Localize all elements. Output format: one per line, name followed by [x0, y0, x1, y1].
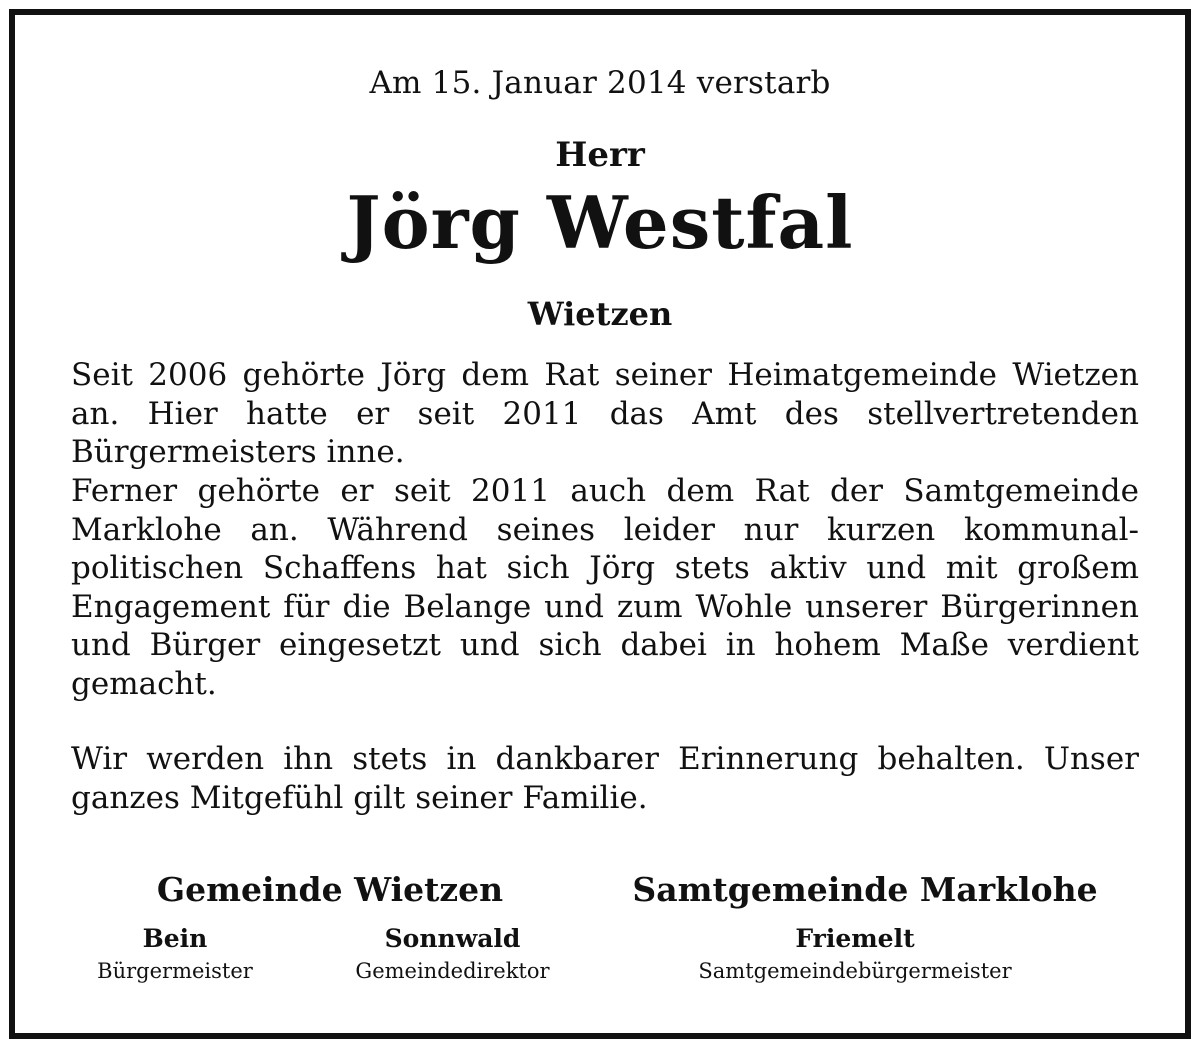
honorific: Herr — [555, 135, 645, 175]
signatory-name: Friemelt — [795, 924, 915, 953]
signature-block — [15, 870, 1185, 1010]
signatory-role: Bürgermeister — [97, 959, 253, 983]
signatory — [320, 922, 585, 986]
deceased-name: Jörg Westfal — [346, 180, 854, 265]
obituary-notice — [9, 9, 1191, 1039]
signatory — [640, 922, 1070, 986]
signatory-name: Sonnwald — [384, 924, 521, 953]
signatory-name: Bein — [142, 924, 208, 953]
signatory — [60, 922, 290, 986]
death-date-line: Am 15. Januar 2014 verstarb — [369, 65, 831, 101]
paragraph-council-wietzen: Seit 2006 gehörte Jörg dem Rat seiner Heimatgemeinde Wietzen an. Hier hatte er seit 2011 das Amt des stellvertretenden Bürgermeisters inne. — [71, 357, 1139, 470]
organization-name: Samtgemeinde Marklohe — [632, 870, 1098, 909]
signatory-role: Samtgemeindebürgermeister — [698, 959, 1012, 983]
paragraph-council-marklohe: Ferner gehörte er seit 2011 auch dem Rat der Samtgemeinde Marklohe an. Während seines leider nur kurzen kommunalpolitischen Schaffens hat sich Jörg stets aktiv und mit großem Engagement für die Belange und zum Wohle unserer Bürgerinnen und Bürger eingesetzt und sich dabei in hohem Maße verdient gemacht. — [71, 473, 1139, 702]
hometown: Wietzen — [527, 295, 673, 333]
paragraph-condolences: Wir werden ihn stets in dankbarer Erinnerung behalten. Unser ganzes Mitgefühl gilt seiner Familie. — [71, 741, 1139, 816]
organization-name: Gemeinde Wietzen — [156, 870, 504, 909]
signatory-role: Gemeindedirektor — [355, 959, 550, 983]
